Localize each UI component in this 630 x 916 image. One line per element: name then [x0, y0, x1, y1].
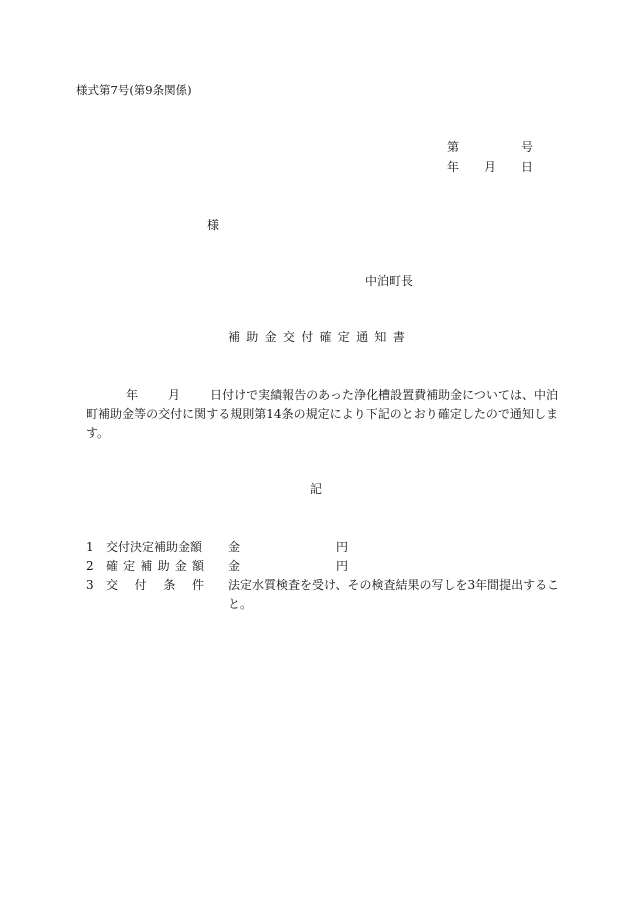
item-value — [228, 557, 560, 576]
item-value — [228, 538, 560, 557]
label-char: 条 — [163, 578, 176, 592]
item-list — [86, 538, 566, 614]
date-year: 年 — [447, 160, 460, 174]
label-char: 付 — [134, 578, 147, 592]
list-item — [86, 538, 566, 557]
item-label — [106, 557, 204, 576]
date-day: 日 — [520, 160, 533, 174]
label-char: 件 — [191, 578, 204, 592]
list-item — [86, 576, 566, 614]
ki-heading: 記 — [310, 482, 323, 496]
label-char: 確 — [106, 559, 119, 573]
amount-prefix: 金 — [228, 559, 241, 573]
body-paragraph — [86, 386, 558, 443]
item-number: 3 — [86, 578, 94, 592]
document-title: 補助金交付確定通知書 — [228, 330, 412, 344]
item-number: 2 — [86, 559, 94, 573]
document-date — [447, 160, 533, 174]
list-item — [86, 557, 566, 576]
body-text: 日付けで実績報告のあった浄化槽設置費補助金については、中泊町補助金等の交付に関する規則第14条の規定により下記のとおり確定したので通知します。 — [86, 388, 558, 440]
amount-unit: 円 — [336, 540, 349, 554]
label-char: 助 — [157, 559, 170, 573]
item-label — [106, 576, 204, 595]
date-month: 月 — [483, 160, 496, 174]
document-number-suffix: 号 — [520, 140, 533, 154]
label-char: 金 — [174, 559, 187, 573]
document-number-prefix: 第 — [447, 140, 460, 154]
item-number: 1 — [86, 540, 94, 554]
item-value: 法定水質検査を受け、その検査結果の写しを3年間提出すること。 — [228, 578, 560, 611]
body-year: 年 — [126, 388, 139, 402]
item-label: 交付決定補助金額 — [106, 540, 203, 554]
amount-unit: 円 — [336, 559, 349, 573]
body-month: 月 — [168, 388, 181, 402]
label-char: 交 — [106, 578, 119, 592]
sender-name: 中泊町長 — [365, 274, 414, 288]
label-char: 定 — [123, 559, 136, 573]
recipient-honorific: 様 — [207, 218, 220, 232]
label-char: 額 — [191, 559, 204, 573]
label-char: 補 — [140, 559, 153, 573]
form-number: 様式第7号(第9条関係) — [76, 83, 192, 97]
document-number — [447, 140, 533, 154]
amount-prefix: 金 — [228, 540, 241, 554]
